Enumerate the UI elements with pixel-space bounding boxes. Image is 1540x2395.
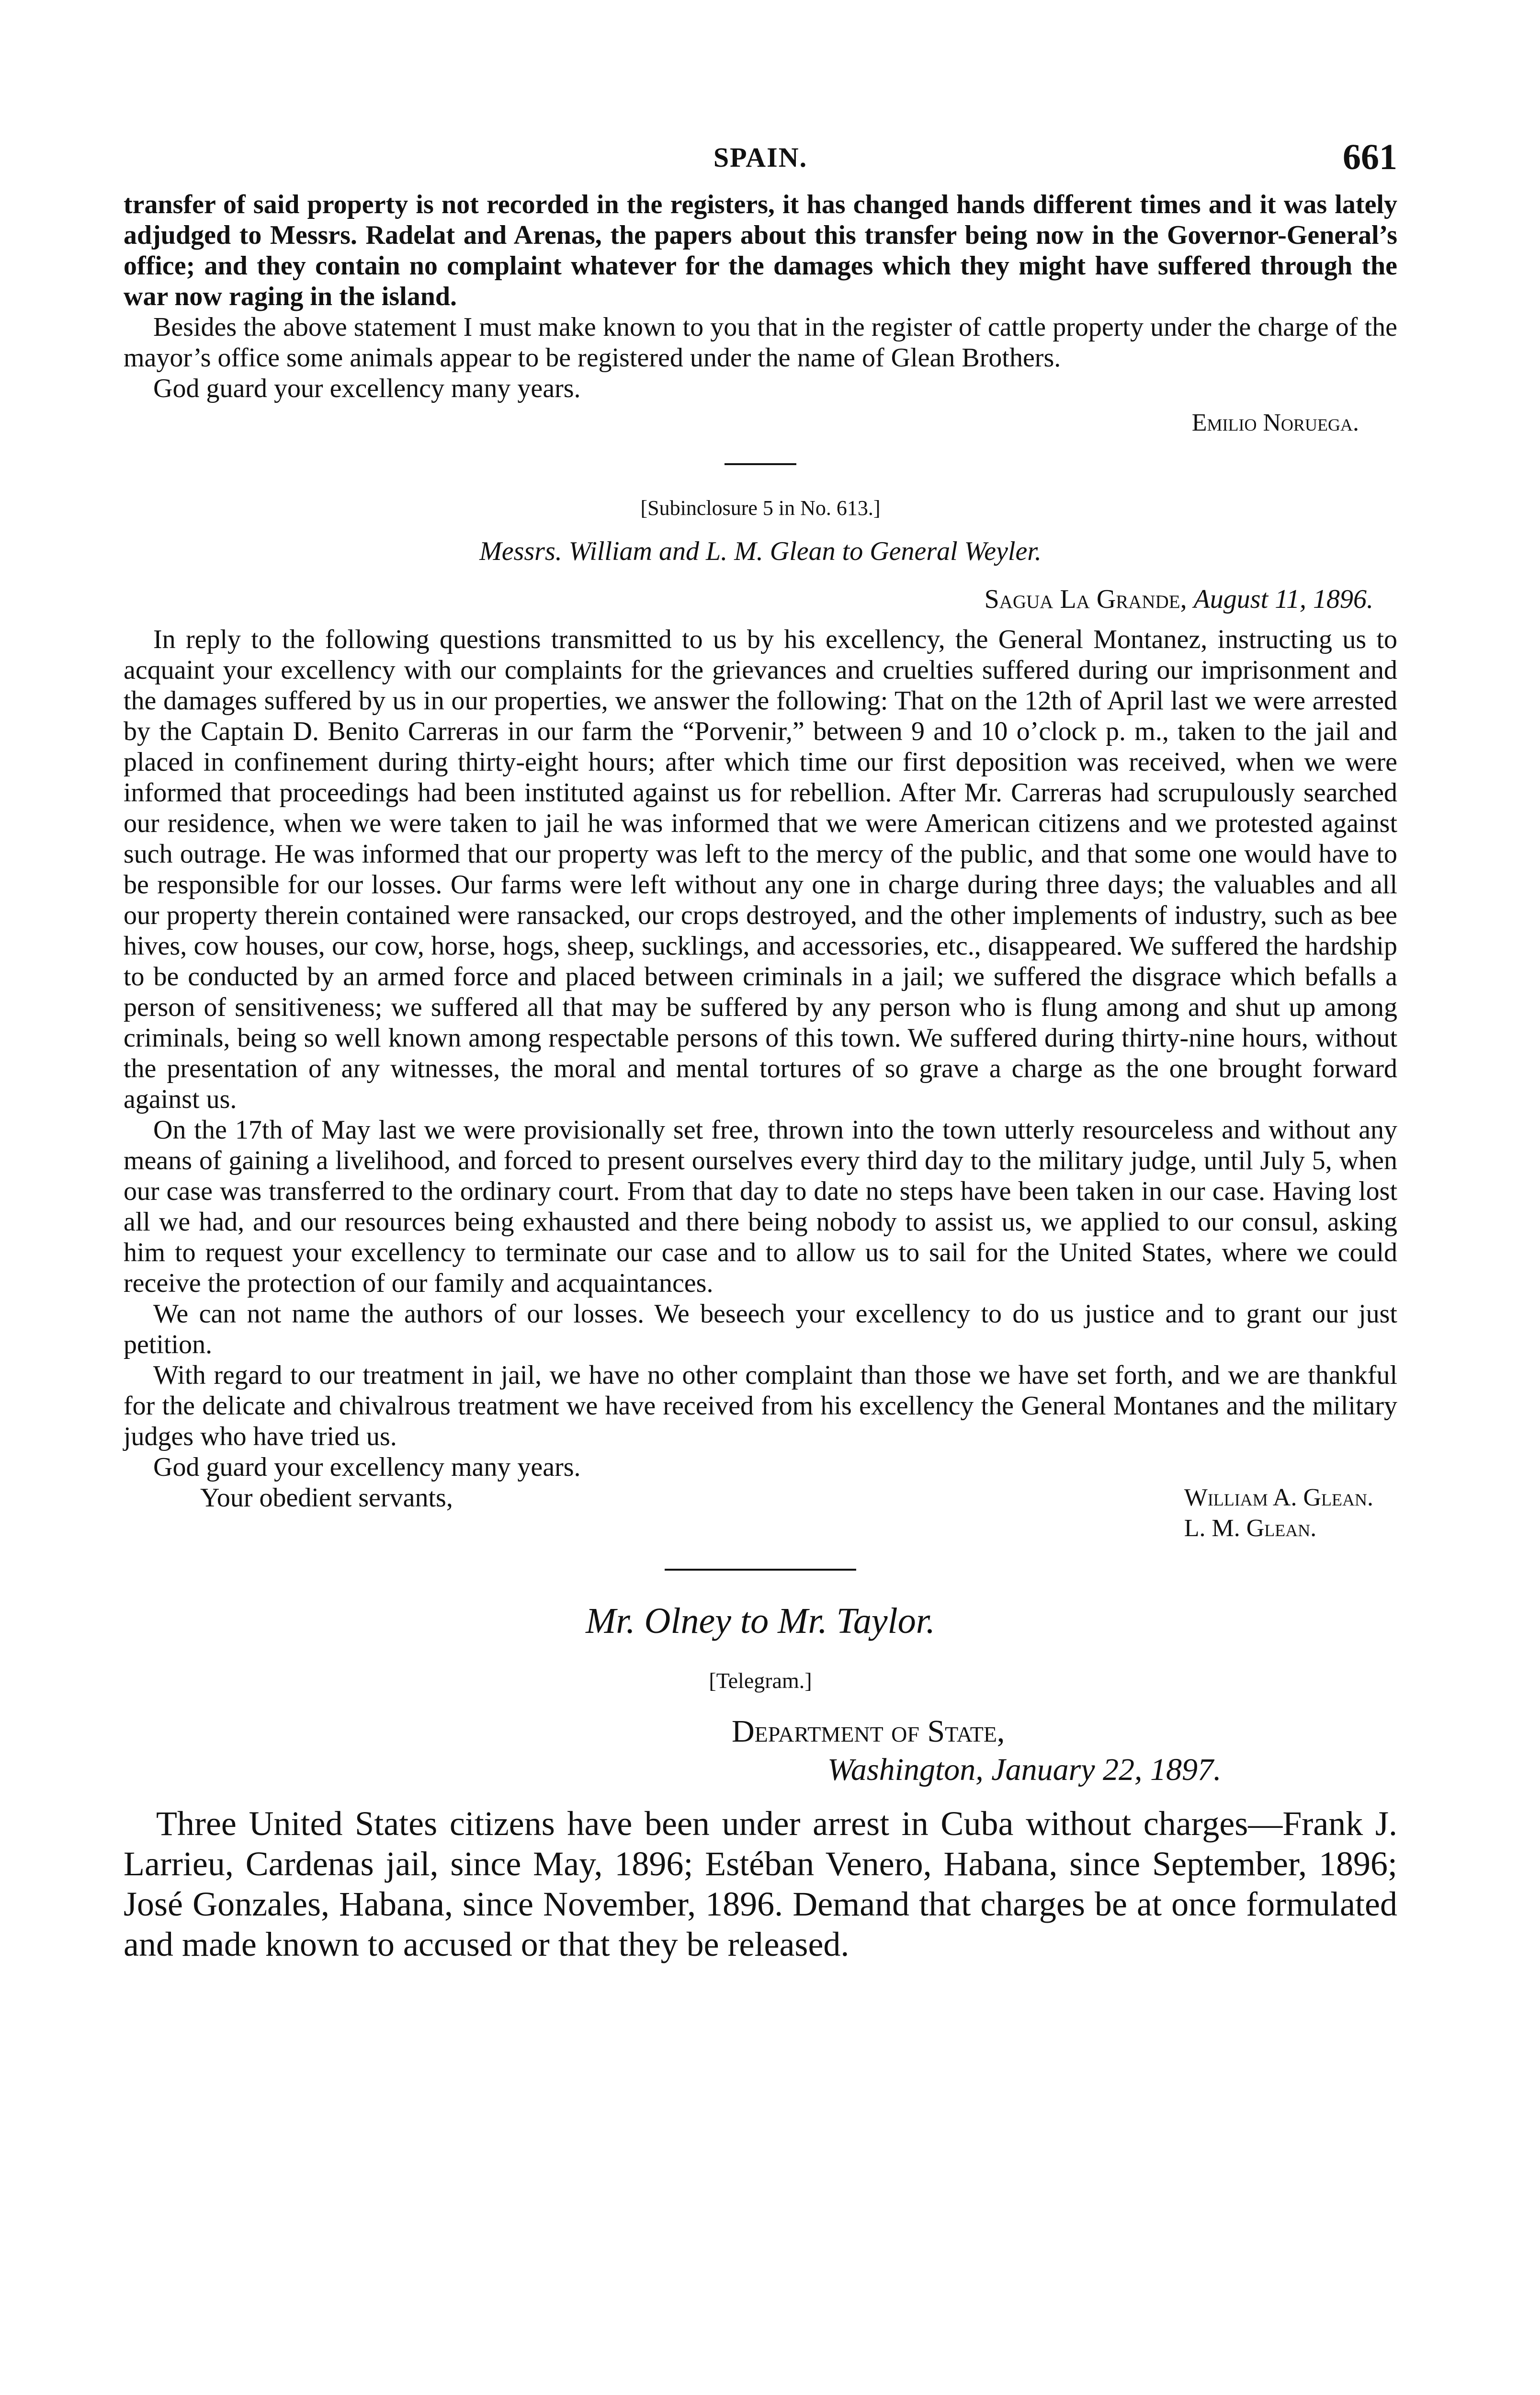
letter-closing [124, 1483, 1397, 1544]
signer-name: William A. Glean. [1184, 1484, 1373, 1511]
glean-letter [124, 494, 1397, 1544]
dateline-place: Sagua La Grande, [984, 584, 1187, 614]
running-head: SPAIN. [713, 142, 808, 173]
glean-paragraph: God guard your excellency many years. [153, 1452, 581, 1482]
closing-salutation: Your obedient servants, [200, 1483, 453, 1513]
letter-title: Messrs. William and L. M. Glean to General Weyler. [479, 536, 1042, 566]
glean-paragraph: We can not name the authors of our losses. We beseech your excellency to do us justice and to grant our just petition. [124, 1299, 1397, 1359]
noruega-paragraph: God guard your excellency many years. [153, 374, 581, 403]
noruega-paragraph: Besides the above statement I must make known to you that in the register of cattle property under the charge of the mayor’s office some animals appear to be registered under the name of Glean Brothers. [124, 312, 1397, 373]
noruega-letter [124, 189, 1397, 438]
noruega-signature: Emilio Noruega. [1191, 409, 1359, 436]
page-number: 661 [1343, 137, 1397, 177]
glean-paragraph: On the 17th of May last we were provisionally set free, thrown into the town utterly resourceless and without any means of gaining a livelihood, and forced to present ourselves every third day to the military judge, until July 5, when our case was transferred to the ordinary court. From that day to date no steps have been taken in our case. Having lost all we had, and our resources being exhausted and there being nobody to assist us, we applied to our consul, asking him to request your excellency to terminate our case and to allow us to sail for the United States, where we could receive the protection of our family and acquaintances. [124, 1115, 1397, 1298]
letter-dateline [124, 584, 1397, 615]
glean-paragraph: With regard to our treatment in jail, we have no other complaint than those we have set forth, and we are thankful for the delicate and chivalrous treatment we have received from his excellency the General Montanes and the military judges who have tried us. [124, 1360, 1397, 1451]
section-divider [665, 1569, 856, 1571]
signers-block [1184, 1483, 1397, 1544]
section-divider [725, 463, 796, 465]
department-heading: Department of State, [732, 1714, 1005, 1749]
noruega-paragraph: transfer of said property is not recorded in the registers, it has changed hands different times and it was lately adjudged to Messrs. Radelat and Arenas, the papers about this transfer being now in the Governor-General’s office; and they contain no complaint whatever for the damages which they might have suffered through the war now raging in the island. [124, 190, 1397, 311]
glean-paragraph: In reply to the following questions transmitted to us by his excellency, the General Montanez, instructing us to acquaint your excellency with our complaints for the grievances and cruelties suffered during our imprisonment and the damages suffered by us in our properties, we answer the following: That on the 12th of April last we were arrested by the Captain D. Benito Carreras in our farm the “Porvenir,” between 9 and 10 o’clock p. m., taken to the jail and placed in confinement during thirty-eight hours; after which time our first deposition was received, when we were informed that proceedings had been instituted against us for rebellion. After Mr. Carreras had scrupulously searched our residence, when we were taken to jail he was informed that we were American citizens and we protested against such outrage. He was informed that our property was left to the mercy of the public, and that some one would have to be responsible for our losses. Our farms were left without any one in charge during three days; the valuables and all our property therein contained were ransacked, our crops destroyed, and the other implements of industry, such as bee hives, cow houses, our cow, horse, hogs, sheep, sucklings, and accessories, etc., disappeared. We suffered the hardship to be conducted by an armed force and placed between criminals in a jail; we suffered the disgrace which befalls a person of sensitiveness; we suffered all that may be suffered by any person who is flung among and shut up among criminals, being so well known among respectable persons of this town. We suffered during thirty-nine hours, without the presentation of any witnesses, the moral and mental tortures of so grave a charge as the one brought forward against us. [124, 625, 1397, 1114]
olney-telegram [124, 1599, 1397, 1964]
telegram-label: [Telegram.] [709, 1668, 812, 1693]
telegram-date: Washington, January 22, 1897. [827, 1752, 1222, 1787]
dateline-date: August 11, 1896. [1193, 584, 1373, 614]
text-column [124, 137, 1397, 1964]
subinclosure-note: [Subinclosure 5 in No. 613.] [640, 496, 881, 520]
telegram-title: Mr. Olney to Mr. Taylor. [586, 1601, 935, 1641]
page-header [124, 137, 1397, 189]
telegram-body: Three United States citizens have been under arrest in Cuba without charges—Frank J. Larrieu, Cardenas jail, since May, 1896; Estéban Venero, Habana, since September, 1896; José Gonzales, Habana, since November, 1896. Demand that charges be at once formulated and made known to accused or that they be released. [124, 1804, 1397, 1963]
signer-name: L. M. Glean. [1184, 1515, 1317, 1542]
